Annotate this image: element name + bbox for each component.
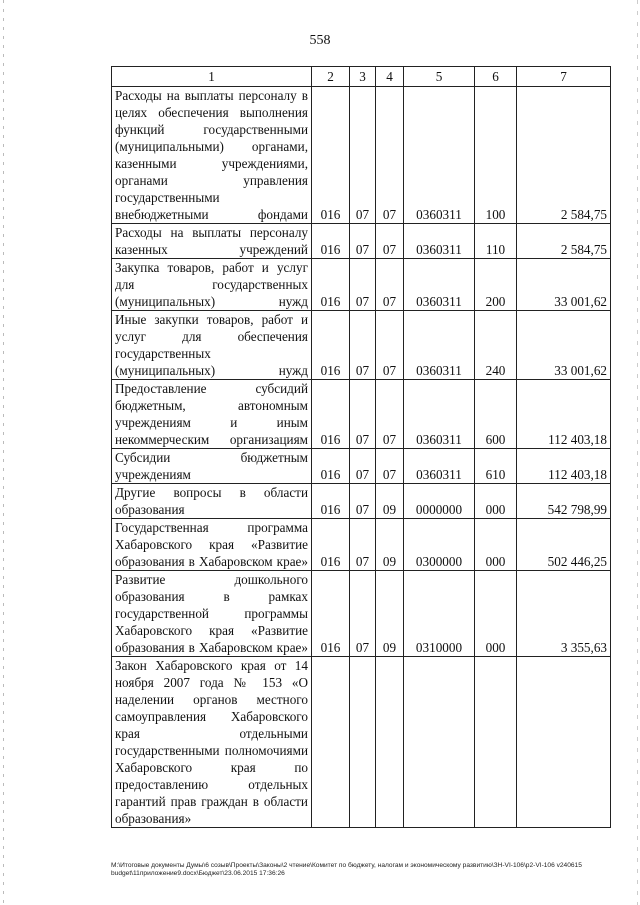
- header-cell: 4: [376, 67, 404, 87]
- scan-edge-left: [3, 0, 4, 905]
- ministry-code: 016: [312, 571, 350, 657]
- subsection-code: 09: [376, 571, 404, 657]
- header-cell: 3: [350, 67, 376, 87]
- subsection-code: 09: [376, 484, 404, 519]
- subsection-code: 07: [376, 449, 404, 484]
- target-item-code: 0360311: [404, 380, 475, 449]
- target-item-code: 0300000: [404, 519, 475, 571]
- target-item-code: 0360311: [404, 224, 475, 259]
- header-cell: 7: [517, 67, 611, 87]
- ministry-code: 016: [312, 519, 350, 571]
- ministry-code: 016: [312, 311, 350, 380]
- amount: 542 798,99: [517, 484, 611, 519]
- expense-type-code: 000: [475, 484, 517, 519]
- file-path-footer: M:\Итоговые документы Думы\6 созыв\Проекты\Законы\2 чтение\Комитет по бюджету, налогам и экономическому развитию\ЗН-VI-106\р2-VI-106 v240615 budget\11приложение9.docx\Бюджет\23.06.2015 17:36:26: [111, 862, 582, 877]
- row-description: Предоставление субсидий бюджетным, автономным учреждениям и иным некоммерческим организациям: [112, 380, 312, 449]
- amount: [517, 657, 611, 828]
- subsection-code: 07: [376, 224, 404, 259]
- expense-type-code: 600: [475, 380, 517, 449]
- row-description: Закон Хабаровского края от 14 ноября 2007 года № 153 «О наделении органов местного самоуправления Хабаровского края отдельными государственными полномочиями Хабаровского края по предоставлению отдельных гарантий прав граждан в области образования»: [112, 657, 312, 828]
- section-code: 07: [350, 224, 376, 259]
- header-cell: 6: [475, 67, 517, 87]
- ministry-code: [312, 657, 350, 828]
- section-code: [350, 657, 376, 828]
- expense-type-code: 000: [475, 519, 517, 571]
- expense-type-code: 100: [475, 87, 517, 224]
- header-cell: 5: [404, 67, 475, 87]
- section-code: 07: [350, 484, 376, 519]
- amount: 3 355,63: [517, 571, 611, 657]
- row-description: Расходы на выплаты персоналу в целях обеспечения выполнения функций государственными (муниципальными) органами, казенными учреждениями, органами управления государственными внебюджетными фондами: [112, 87, 312, 224]
- expense-type-code: 240: [475, 311, 517, 380]
- target-item-code: 0360311: [404, 87, 475, 224]
- subsection-code: 07: [376, 380, 404, 449]
- amount: 502 446,25: [517, 519, 611, 571]
- table-row: [112, 224, 611, 259]
- subsection-code: 07: [376, 259, 404, 311]
- target-item-code: [404, 657, 475, 828]
- ministry-code: 016: [312, 224, 350, 259]
- ministry-code: 016: [312, 87, 350, 224]
- page-number: 558: [309, 33, 331, 48]
- expense-type-code: 110: [475, 224, 517, 259]
- table-row: [112, 484, 611, 519]
- table-row: [112, 657, 611, 828]
- section-code: 07: [350, 311, 376, 380]
- table-row: [112, 519, 611, 571]
- row-description: Расходы на выплаты персоналу казенных учреждений: [112, 224, 312, 259]
- section-code: 07: [350, 571, 376, 657]
- table-row: [112, 311, 611, 380]
- subsection-code: [376, 657, 404, 828]
- budget-table: [111, 66, 611, 828]
- expense-type-code: 610: [475, 449, 517, 484]
- table-header-row: [112, 67, 611, 87]
- row-description: Государственная программа Хабаровского края «Развитие образования в Хабаровском крае»: [112, 519, 312, 571]
- table-row: [112, 87, 611, 224]
- table-row: [112, 380, 611, 449]
- amount: 112 403,18: [517, 380, 611, 449]
- amount: 33 001,62: [517, 311, 611, 380]
- table-row: [112, 449, 611, 484]
- subsection-code: 07: [376, 311, 404, 380]
- target-item-code: 0000000: [404, 484, 475, 519]
- section-code: 07: [350, 87, 376, 224]
- table-row: [112, 259, 611, 311]
- section-code: 07: [350, 449, 376, 484]
- amount: 2 584,75: [517, 87, 611, 224]
- expense-type-code: 000: [475, 571, 517, 657]
- target-item-code: 0360311: [404, 259, 475, 311]
- target-item-code: 0360311: [404, 449, 475, 484]
- ministry-code: 016: [312, 259, 350, 311]
- row-description: Другие вопросы в области образования: [112, 484, 312, 519]
- scan-edge-right: [637, 0, 638, 905]
- amount: 112 403,18: [517, 449, 611, 484]
- ministry-code: 016: [312, 484, 350, 519]
- subsection-code: 07: [376, 87, 404, 224]
- table-row: [112, 571, 611, 657]
- amount: 33 001,62: [517, 259, 611, 311]
- section-code: 07: [350, 380, 376, 449]
- header-cell: 2: [312, 67, 350, 87]
- expense-type-code: 200: [475, 259, 517, 311]
- section-code: 07: [350, 519, 376, 571]
- row-description: Закупка товаров, работ и услуг для государственных (муниципальных) нужд: [112, 259, 312, 311]
- target-item-code: 0310000: [404, 571, 475, 657]
- target-item-code: 0360311: [404, 311, 475, 380]
- row-description: Развитие дошкольного образования в рамках государственной программы Хабаровского края «Развитие образования в Хабаровском крае»: [112, 571, 312, 657]
- row-description: Субсидии бюджетным учреждениям: [112, 449, 312, 484]
- ministry-code: 016: [312, 380, 350, 449]
- amount: 2 584,75: [517, 224, 611, 259]
- header-cell: 1: [112, 67, 312, 87]
- expense-type-code: [475, 657, 517, 828]
- subsection-code: 09: [376, 519, 404, 571]
- section-code: 07: [350, 259, 376, 311]
- row-description: Иные закупки товаров, работ и услуг для обеспечения государственных (муниципальных) нужд: [112, 311, 312, 380]
- ministry-code: 016: [312, 449, 350, 484]
